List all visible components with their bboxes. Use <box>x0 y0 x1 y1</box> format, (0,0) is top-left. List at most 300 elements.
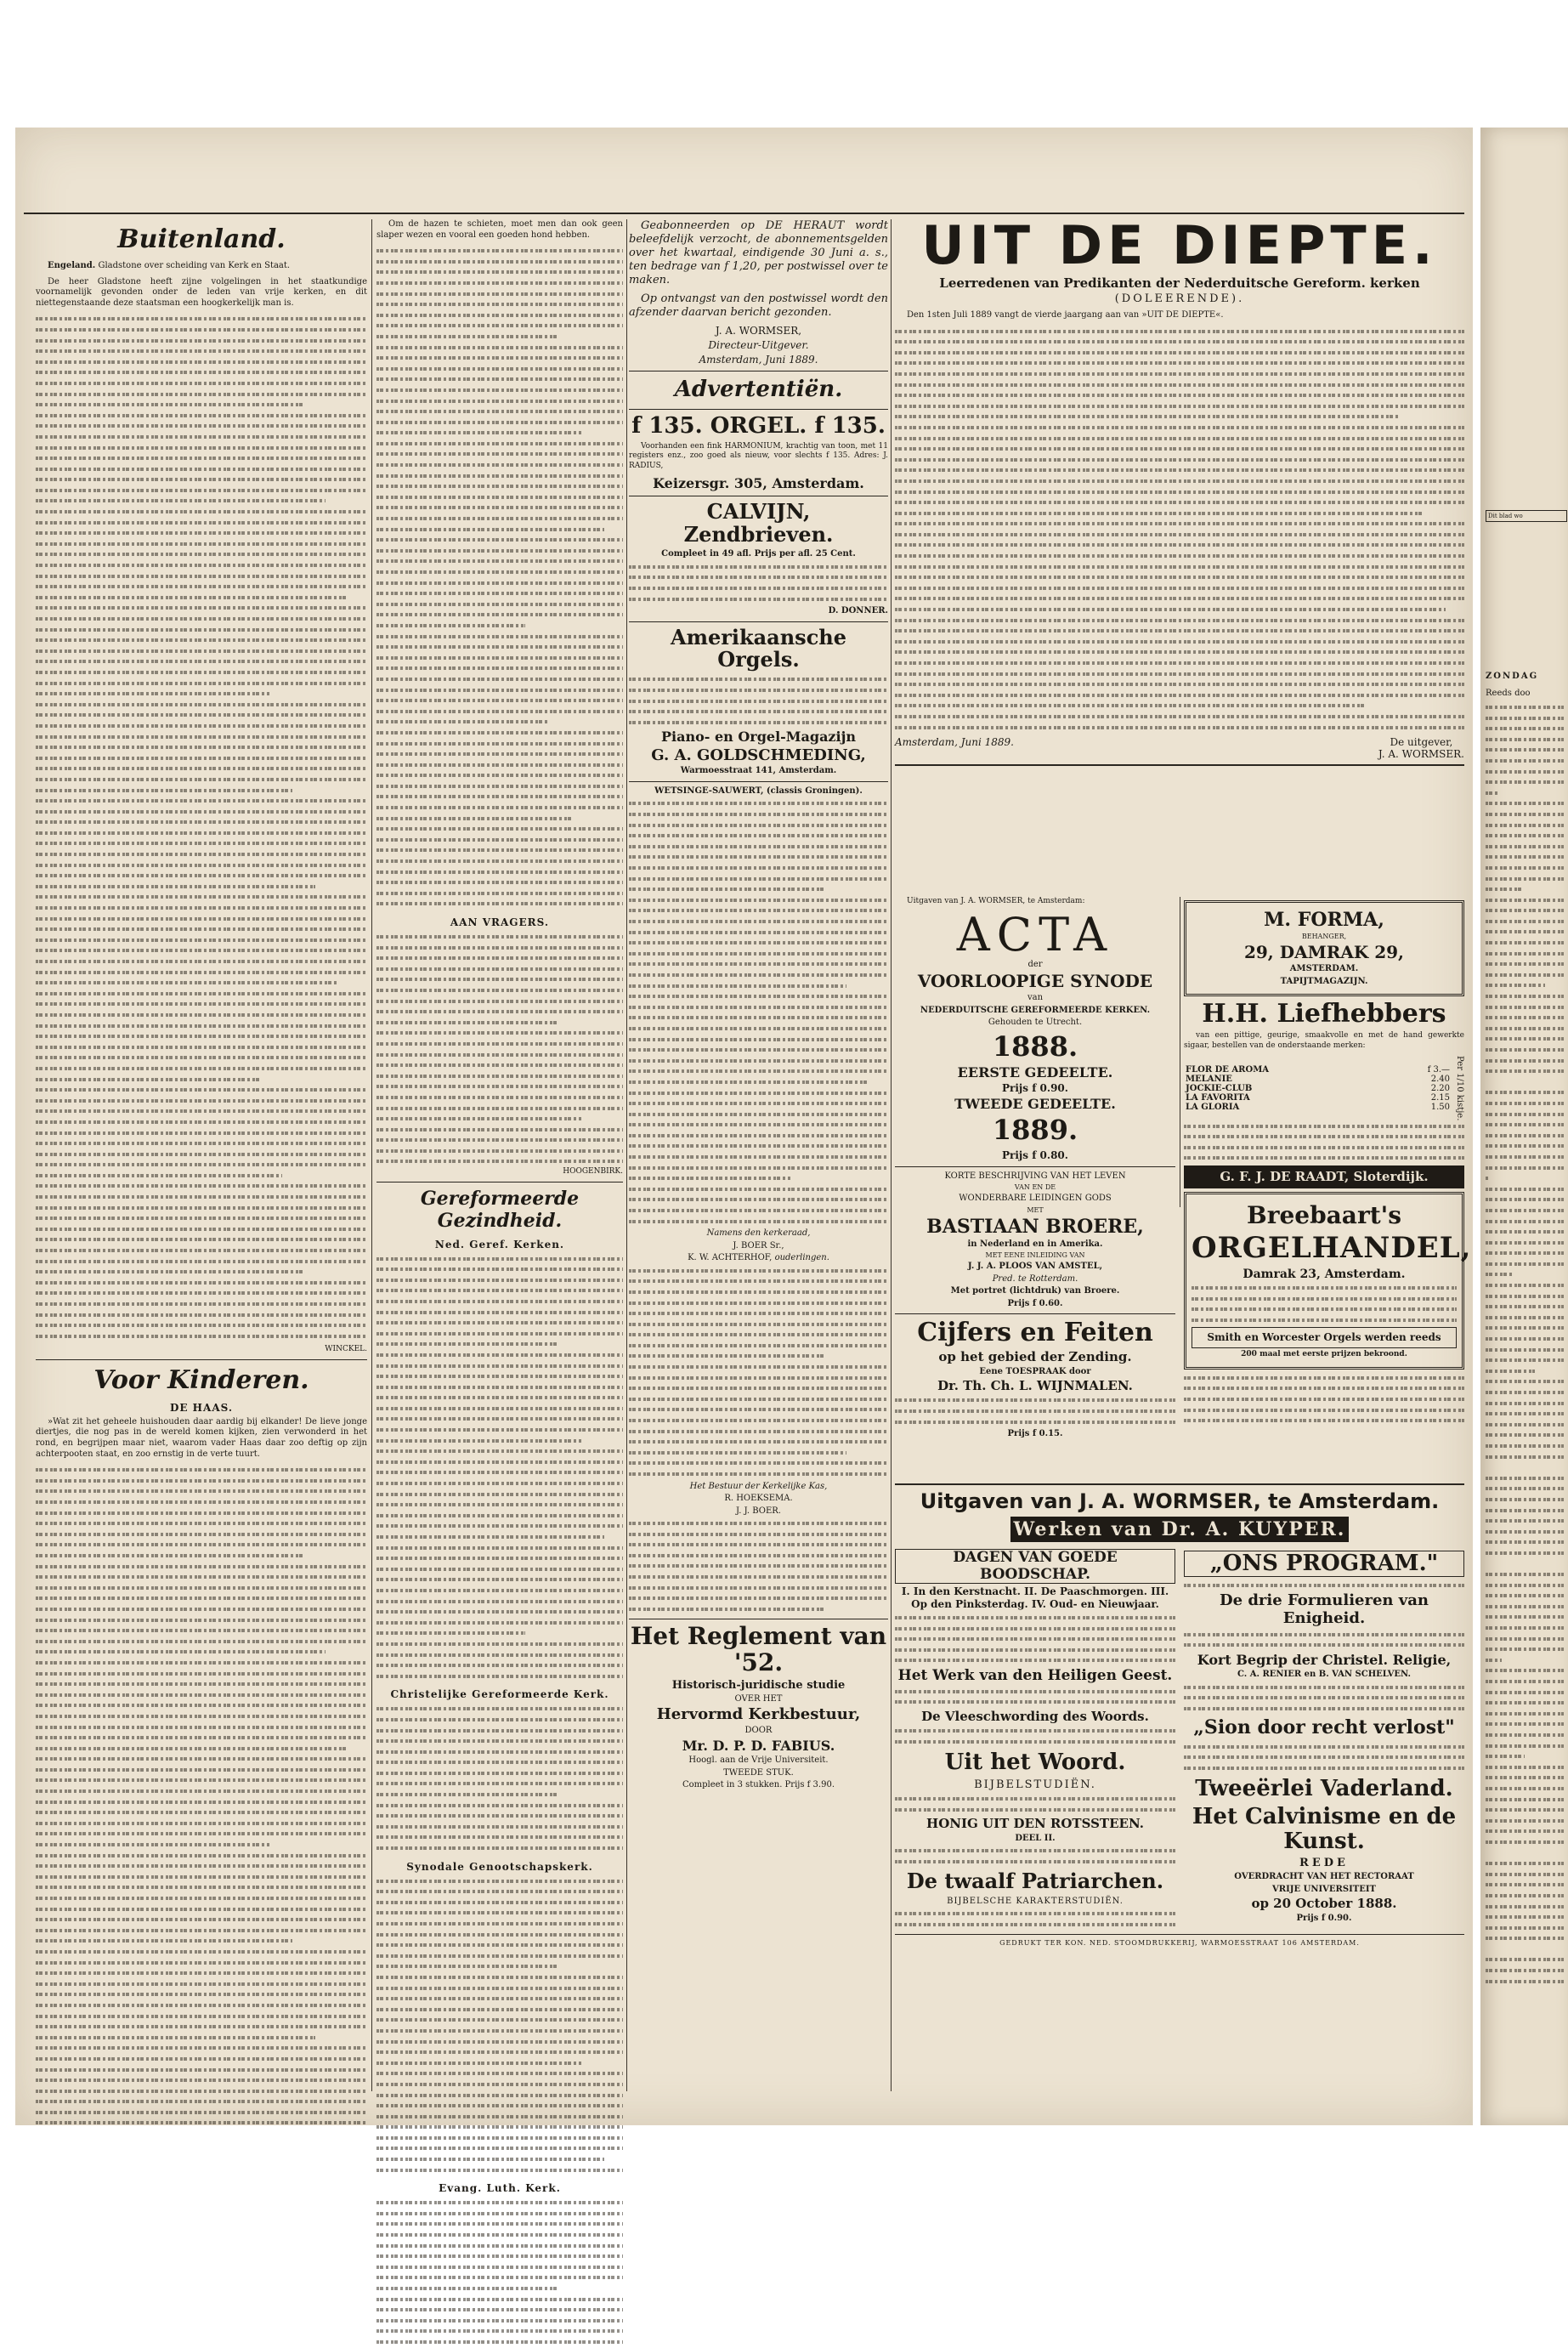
prijs-2: Prijs f 0.80. <box>1002 1148 1068 1161</box>
text-line <box>376 1254 623 1265</box>
cigar-row <box>1184 1075 1452 1084</box>
orgelhandel-title: ORGELHANDEL, <box>1192 1230 1472 1265</box>
text-line <box>1486 713 1564 724</box>
text-line <box>1486 1184 1564 1195</box>
acta-der: der <box>1027 959 1043 969</box>
text-line <box>36 1893 367 1904</box>
text-line <box>1486 1795 1564 1806</box>
signer-achterhof: K. W. ACHTERHOF, ouderlingen. <box>688 1253 829 1263</box>
text-line <box>629 1604 824 1615</box>
text-line <box>1486 1676 1564 1687</box>
signer-boer: J. BOER Sr., <box>733 1240 784 1251</box>
text-line <box>36 656 367 667</box>
forma-tapijt: TAPIJTMAGAZIJN. <box>1280 976 1368 986</box>
text-line <box>36 903 367 914</box>
divider <box>629 781 888 782</box>
text-line <box>629 959 888 970</box>
text-line <box>36 1052 367 1063</box>
text-line <box>629 1045 888 1056</box>
text-line <box>36 571 367 582</box>
text-line <box>36 1861 367 1872</box>
text-line <box>376 2143 623 2154</box>
text-line <box>1184 1415 1464 1426</box>
text-line <box>376 1768 623 1779</box>
divider <box>376 1182 623 1183</box>
text-line <box>36 1192 367 1203</box>
text-line <box>376 460 623 471</box>
text-line <box>36 1278 367 1289</box>
text-line <box>36 1583 367 1594</box>
eene-toespraak: Eene TOESPRAAK door <box>979 1366 1091 1376</box>
text-line <box>895 1726 1175 1737</box>
text-line <box>376 2305 623 2316</box>
text-line <box>36 1267 305 1278</box>
text-line <box>36 1700 367 1711</box>
text-line <box>376 299 623 310</box>
text-line <box>376 1457 623 1468</box>
cigar-price-table <box>1184 1065 1452 1112</box>
text-line <box>629 1426 888 1438</box>
divider <box>895 1934 1464 1935</box>
text-line <box>895 593 1464 604</box>
text-line <box>1486 1248 1564 1259</box>
text-line <box>36 2043 367 2054</box>
text-line <box>376 1114 581 1125</box>
text-line <box>376 1028 623 1039</box>
ploos-van-amstel: J. J. A. PLOOS VAN AMSTEL, <box>967 1262 1103 1272</box>
text-line <box>376 899 623 910</box>
text-line <box>1486 1141 1564 1152</box>
year-1888: 1888. <box>992 1029 1078 1063</box>
text-line <box>376 439 623 450</box>
text-line <box>376 1543 623 1554</box>
text-line <box>376 1329 623 1340</box>
article-lead <box>36 261 367 272</box>
text-line <box>376 374 623 385</box>
text-line <box>376 396 623 407</box>
text-line <box>1486 1644 1564 1655</box>
text-line <box>376 2294 623 2305</box>
text-line <box>376 2133 623 2144</box>
text-line <box>36 828 367 839</box>
overdracht-rectoraat: OVERDRACHT VAN HET RECTORAAT <box>1234 1872 1414 1882</box>
uitgever-label: De uitgever, <box>1390 736 1453 749</box>
text-line <box>36 1497 367 1508</box>
text-line <box>895 497 1464 508</box>
text-line <box>36 357 367 368</box>
reglement-sub: Historisch-juridische studie <box>671 1679 846 1693</box>
text-line <box>36 838 367 849</box>
text-line <box>36 1256 367 1268</box>
text-line <box>376 2198 623 2209</box>
text-line <box>895 712 1464 723</box>
text-line <box>36 603 367 614</box>
text-line <box>629 1098 888 1109</box>
van-en-de: VAN EN DE <box>1014 1183 1056 1192</box>
signer-boer-jr: J. J. BOER. <box>736 1506 781 1516</box>
column-4b <box>1184 897 1472 1426</box>
text-line <box>376 343 623 354</box>
forma-trade: BEHANGER, <box>1301 933 1347 941</box>
text-line <box>629 1141 888 1152</box>
text-line <box>376 1103 623 1114</box>
text-line <box>36 700 367 711</box>
story-continued: Om de hazen te schieten, moet men dan ook geen slaper wezen en vooral een goeden hond hebben. <box>376 219 623 240</box>
text-line <box>376 803 623 814</box>
text-line <box>376 1521 623 1532</box>
text-line <box>36 999 367 1010</box>
prijs-1: Prijs f 0.90. <box>1002 1082 1068 1095</box>
deel-2: DEEL II. <box>1015 1833 1056 1843</box>
lead-heading: Engeland. <box>48 261 96 270</box>
text-line <box>36 346 367 357</box>
text-line <box>376 2337 623 2348</box>
orgel-magazijn: Piano- en Orgel-Magazijn <box>660 729 857 746</box>
text-line <box>895 1624 1175 1635</box>
text-line <box>376 888 623 899</box>
text-line <box>376 385 623 396</box>
text-line <box>895 690 1464 701</box>
text-line <box>376 406 623 417</box>
text-line <box>629 798 888 809</box>
text-line <box>36 1042 367 1053</box>
text-line <box>376 1296 623 1307</box>
prijs-4: Prijs f 0.15. <box>1007 1429 1063 1439</box>
text-line <box>376 2251 623 2262</box>
text-line <box>376 2026 623 2037</box>
text-line <box>376 953 623 964</box>
text-line <box>376 1961 558 1972</box>
breebaart-ad <box>1184 1192 1472 1370</box>
text-line <box>1184 1630 1464 1641</box>
text-line <box>376 481 623 492</box>
answers-text-block <box>376 932 623 1167</box>
text-line <box>1486 702 1564 713</box>
forma-address: 29, DAMRAK 29, <box>1243 942 1405 963</box>
text-line <box>1486 884 1522 895</box>
text-line <box>376 289 623 300</box>
text-line <box>36 732 367 743</box>
drie-formulieren: De drie Formulieren van Enigheid. <box>1220 1591 1429 1627</box>
text-line <box>36 464 367 475</box>
voorloopige-synode: VOORLOOPIGE SYNODE <box>917 971 1153 991</box>
text-line <box>629 927 888 939</box>
text-line <box>36 914 367 925</box>
cigar-text <box>1184 1121 1464 1164</box>
dagen-goede-boodschap: DAGEN VAN GOEDE BOODSCHAP. <box>895 1549 1175 1584</box>
text-line <box>1486 1430 1564 1441</box>
text-line <box>1486 970 1564 981</box>
cigar-price: 2.15 <box>1430 1093 1450 1103</box>
church-news-block <box>376 1704 623 1853</box>
text-line <box>1486 1880 1564 1891</box>
text-line <box>36 774 367 786</box>
text-line <box>376 1371 623 1382</box>
text-line <box>629 1152 888 1163</box>
text-line <box>895 1687 1175 1698</box>
text-line <box>629 1415 888 1426</box>
cigar-name: LA GLORIA <box>1186 1103 1240 1112</box>
text-line <box>1486 1623 1564 1634</box>
text-line <box>629 1518 888 1529</box>
text-line <box>36 1320 367 1331</box>
kuyper-columns <box>895 1547 1464 1930</box>
text-line <box>36 314 367 325</box>
church-news-block <box>376 1876 623 2176</box>
divider <box>629 409 888 410</box>
text-line <box>36 1840 269 1851</box>
text-line <box>629 1024 888 1035</box>
text-line <box>36 763 367 774</box>
text-line <box>376 2112 623 2123</box>
ps-text <box>629 1518 888 1614</box>
breebaart-title: Breebaart's <box>1247 1200 1401 1229</box>
text-line <box>36 1031 367 1042</box>
text-line <box>1486 1687 1564 1699</box>
text-line <box>1192 1315 1457 1326</box>
text-line <box>1184 1121 1464 1132</box>
acta-title: ACTA <box>956 907 1114 961</box>
text-line <box>376 1876 623 1887</box>
text-line <box>36 1722 367 1733</box>
text-line <box>895 465 1464 476</box>
text-line <box>895 615 1464 627</box>
cigar-table-wrap <box>1184 1056 1464 1120</box>
text-line <box>376 1940 623 1951</box>
text-line <box>1486 1719 1564 1730</box>
text-line <box>1486 1634 1564 1645</box>
goldschmeding-address: Warmoesstraat 141, Amsterdam. <box>680 766 837 776</box>
column-1 <box>36 219 367 2129</box>
text-line <box>895 444 1464 455</box>
lead-subtitle: Gladstone over scheiding van Kerk en Staat. <box>98 261 291 270</box>
text-line <box>629 874 888 885</box>
text-line <box>36 325 367 336</box>
text-line <box>376 1414 623 1425</box>
text-line <box>629 1469 888 1480</box>
text-line <box>629 572 888 583</box>
text-line <box>36 1010 367 1021</box>
text-line <box>376 610 623 621</box>
text-line <box>376 1039 623 1050</box>
text-line <box>629 1458 888 1469</box>
text-line <box>376 1897 623 1908</box>
orgels-text <box>1184 1373 1464 1426</box>
text-line <box>629 696 888 707</box>
text-line <box>36 1914 367 1925</box>
text-line <box>1486 831 1564 842</box>
text-line <box>629 1056 888 1067</box>
text-line <box>36 1562 367 1573</box>
text-line <box>1486 1580 1564 1591</box>
text-line <box>376 1081 623 1092</box>
text-line <box>629 991 888 1002</box>
text-line <box>36 432 367 443</box>
text-line <box>1486 1762 1564 1773</box>
text-line <box>629 809 888 820</box>
text-line <box>1184 1580 1464 1591</box>
text-line <box>1486 1709 1564 1720</box>
kuyper-ad <box>895 1479 1464 1949</box>
text-line <box>36 1936 292 1947</box>
text-line <box>1184 1752 1464 1763</box>
text-line <box>1184 1405 1464 1416</box>
tweeerlei-vaderland: Tweeërlei Vaderland. <box>1195 1776 1453 1802</box>
text-line <box>36 1234 367 1245</box>
text-line <box>629 1540 888 1551</box>
church-news-block <box>376 1254 623 1682</box>
text-line <box>376 1757 623 1768</box>
fabius-name: Mr. D. P. D. FABIUS. <box>682 1737 835 1754</box>
text-line <box>376 546 623 557</box>
text-line <box>629 1572 888 1583</box>
door-label: DOOR <box>744 1726 773 1736</box>
column-2 <box>376 219 623 2348</box>
text-line <box>895 647 1464 658</box>
text-line <box>895 423 1464 434</box>
text-line <box>1184 1704 1464 1715</box>
text-line <box>36 539 367 550</box>
text-line <box>36 625 367 636</box>
text-line <box>36 1733 367 1744</box>
text-line <box>629 685 888 696</box>
text-line <box>895 1857 1175 1868</box>
text-line <box>1486 1152 1564 1163</box>
article-text-block <box>36 314 367 1341</box>
text-line <box>1486 1376 1564 1387</box>
text-line <box>376 332 558 343</box>
text-line <box>376 2122 623 2133</box>
text-line <box>376 1951 623 1962</box>
text-line <box>895 455 1464 466</box>
section-title-gezindheid: Gereformeerde Gezindheid. <box>420 1187 580 1232</box>
kort-begrip-text <box>1184 1682 1464 1715</box>
text-line <box>36 1679 367 1690</box>
text-line <box>376 2154 604 2165</box>
cigar-intro: van een pittige, geurige, smaakvolle en met de hand gewerkte sigaar, bestellen van de onderstaande merken: <box>1184 1031 1464 1050</box>
ons-program: „ONS PROGRAM." <box>1184 1551 1464 1577</box>
text-line <box>1486 1109 1564 1120</box>
text-line <box>36 1224 367 1235</box>
text-line <box>36 956 367 967</box>
text-line <box>629 1529 888 1540</box>
text-line <box>376 1704 623 1715</box>
text-line <box>36 549 367 560</box>
text-line <box>1486 767 1564 778</box>
text-line <box>629 1330 888 1341</box>
forma-city: AMSTERDAM. <box>1289 964 1359 974</box>
text-line <box>36 1711 367 1722</box>
text-line <box>36 1968 367 1979</box>
text-line <box>895 700 1367 712</box>
text-line <box>376 1983 623 1994</box>
text-line <box>1184 1682 1464 1693</box>
text-line <box>36 507 367 518</box>
uitgaven-intro: Uitgaven van J. A. WORMSER, te Amsterdam: <box>907 897 1085 905</box>
text-line <box>36 753 367 764</box>
text-line <box>36 924 367 935</box>
text-line <box>376 877 623 888</box>
text-line <box>376 257 623 268</box>
text-line <box>1486 1741 1564 1752</box>
text-line <box>376 599 623 610</box>
column-rule <box>891 219 892 2091</box>
text-line <box>629 1351 824 1362</box>
text-line <box>376 964 623 975</box>
text-line <box>36 1288 367 1299</box>
calvinisme-kunst: Het Calvinisme en de Kunst. <box>1192 1803 1457 1854</box>
text-line <box>629 1583 888 1594</box>
text-line <box>36 1604 367 1615</box>
text-line <box>895 1920 1175 1931</box>
zending-text <box>895 1395 1175 1427</box>
text-line <box>376 663 623 674</box>
text-line <box>376 1156 623 1167</box>
text-line <box>1486 820 1564 831</box>
text-line <box>376 1574 623 1585</box>
text-line <box>36 1818 367 1829</box>
orgel-ad-address: Keizersgr. 305, Amsterdam. <box>653 475 864 492</box>
text-line <box>376 428 581 439</box>
text-line <box>376 1994 623 2005</box>
werken-kuyper <box>895 1517 1464 1542</box>
honig-text <box>895 1846 1175 1867</box>
prijs-3: Prijs f 0.60. <box>1007 1298 1063 1308</box>
text-line <box>36 411 367 422</box>
text-line <box>36 421 367 432</box>
text-line <box>1486 1923 1564 1934</box>
column-3 <box>629 219 888 1793</box>
text-line <box>36 453 367 464</box>
text-line <box>1486 842 1564 853</box>
text-line <box>376 653 623 664</box>
text-line <box>376 1778 623 1789</box>
text-line <box>36 1149 367 1160</box>
church-news-block <box>376 2198 623 2347</box>
met: MET <box>1027 1205 1044 1214</box>
text-line <box>1486 1483 1564 1494</box>
text-line <box>36 710 367 721</box>
text-line <box>1486 1591 1564 1602</box>
text-line <box>1486 1816 1564 1827</box>
text-line <box>1486 1002 1564 1013</box>
text-line <box>376 2272 623 2283</box>
text-line <box>895 348 1464 359</box>
formulieren-text <box>1184 1630 1464 1651</box>
text-line <box>1184 1693 1464 1704</box>
text-line <box>36 1160 367 1171</box>
text-line <box>1486 1665 1564 1676</box>
program-text <box>1184 1580 1464 1591</box>
text-line <box>36 389 367 400</box>
reglement-title: Het Reglement van '52. <box>630 1622 887 1677</box>
text-line <box>376 1361 623 1372</box>
uit-het-woord: Uit het Woord. <box>944 1750 1126 1776</box>
text-line <box>629 1373 888 1384</box>
text-line <box>1486 863 1564 874</box>
text-line <box>376 471 623 482</box>
article-body: De heer Gladstone heeft zijne volgelingen in het staatkundige voornamelijk gevonden onder de leden van vrije kerken, en dit niettegenstaande deze staatsman een hoogkerkelijk man is. <box>36 276 367 308</box>
text-line <box>36 1138 367 1149</box>
text-line <box>376 943 623 954</box>
text-line <box>376 1007 623 1018</box>
text-line <box>376 642 623 653</box>
text-line <box>36 989 367 1000</box>
text-line <box>376 1715 623 1726</box>
text-line <box>629 1593 888 1604</box>
text-line <box>895 530 1464 541</box>
divider <box>895 1313 1175 1314</box>
